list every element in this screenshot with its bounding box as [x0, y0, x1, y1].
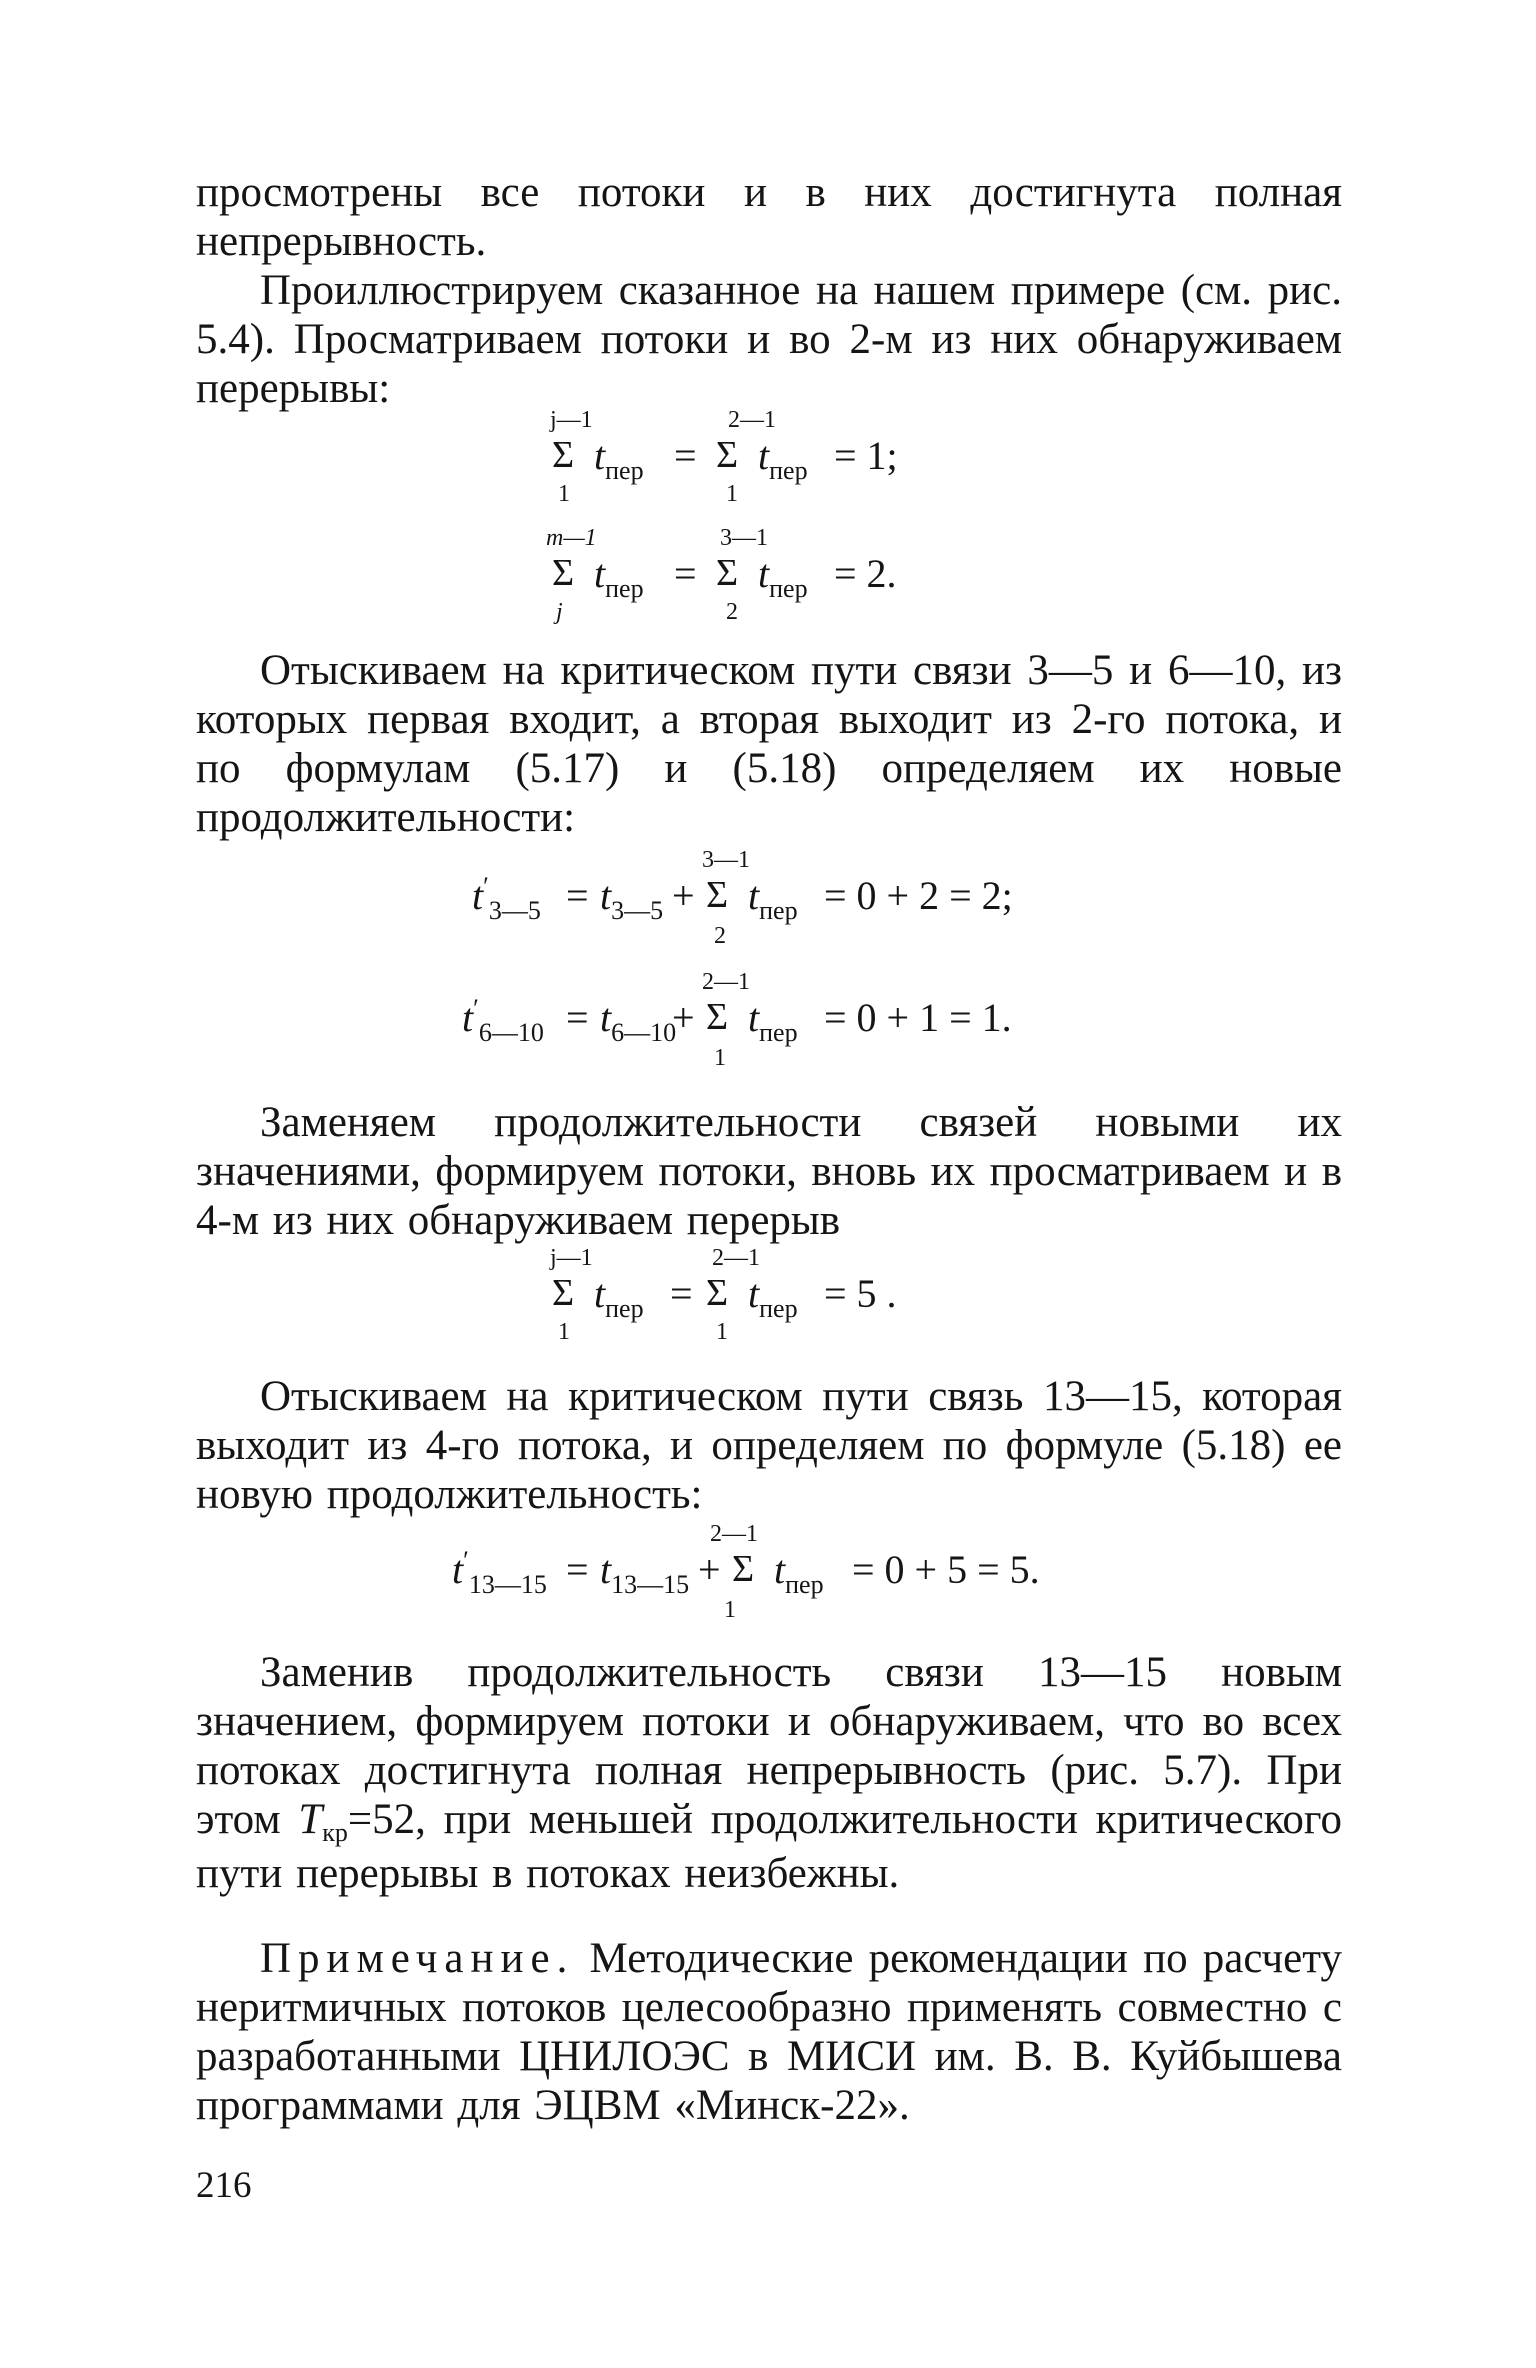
sum-lower-limit: j — [556, 599, 563, 625]
sigma-symbol: Σ — [706, 996, 729, 1038]
formula-sum-5 — [196, 1246, 1342, 1346]
sum-upper-limit: 2—1 — [710, 1521, 758, 1547]
note-text: Методические рекомендации по расчету неритмичных потоков целесообразно применять совместно с разработанными ЦНИЛОЭС в МИСИ им. В. В. Куйбышева программами для ЭЦВМ «Минск-22». — [196, 1935, 1342, 2129]
sum-lower-limit: 1 — [724, 1597, 736, 1623]
sigma-symbol: Σ — [706, 1272, 729, 1314]
sigma-symbol: Σ — [706, 874, 729, 916]
sum-upper-limit: 2—1 — [702, 969, 750, 995]
formula-lhs: $t'_{3—5}$ — [472, 872, 541, 925]
plus-sign: + — [672, 995, 695, 1040]
formula-term: $t_{3—5}$ — [600, 873, 664, 925]
formula-result: = 1; — [834, 433, 898, 478]
paragraph-replace — [196, 1098, 1342, 1245]
sum-upper-limit: m—1 — [546, 525, 597, 551]
formula-result: = 0 + 2 = 2; — [824, 873, 1013, 918]
t-critical-symbol: T — [298, 1796, 323, 1843]
sum-lower-limit: 1 — [558, 481, 570, 507]
formula-result: = 0 + 1 = 1. — [824, 995, 1012, 1040]
paragraph-continuation: просмотрены все потоки и в них достигнута полная непрерывность. — [196, 169, 1342, 265]
paragraph-text: Отыскиваем на критическом пути связь 13—15, которая выходит из 4-го потока, и определяем по формуле (5.18) ее новую продолжительность: — [196, 1373, 1342, 1518]
sigma-symbol: Σ — [732, 1548, 755, 1590]
paragraph-intro — [196, 168, 1342, 413]
formula-result: = 0 + 5 = 5. — [852, 1547, 1040, 1592]
sigma-symbol: Σ — [716, 434, 739, 476]
formula-term: $t_{пер}$ — [748, 995, 798, 1047]
sum-upper-limit: 2—1 — [728, 407, 776, 433]
formula-term: $t_{пер}$ — [594, 1271, 644, 1323]
page-number: 216 — [196, 2165, 252, 2206]
formula-sum-1 — [196, 408, 1342, 508]
formula-t-3-5 — [196, 848, 1342, 948]
equals-sign: = — [566, 995, 589, 1040]
equals-sign: = — [674, 433, 697, 478]
equals-sign: = — [566, 1547, 589, 1592]
paragraph-link-13-15 — [196, 1372, 1342, 1519]
sigma-symbol: Σ — [552, 434, 575, 476]
formula-term: $t_{пер}$ — [748, 873, 798, 925]
sum-upper-limit: j—1 — [550, 407, 593, 433]
formula-sum-2 — [196, 526, 1342, 626]
equals-sign: = — [566, 873, 589, 918]
note-paragraph — [196, 1934, 1342, 2130]
formula-term: $t_{6—10}$ — [600, 995, 677, 1047]
formula-term: $t_{13—15}$ — [600, 1547, 690, 1599]
paragraph-illustration: Проиллюстрируем сказанное на нашем примере (см. рис. 5.4). Просматриваем потоки и во 2-м из них обнаруживаем перерывы: — [196, 267, 1342, 412]
paragraph-critical-path — [196, 646, 1342, 842]
formula-term: $t_{пер}$ — [774, 1547, 824, 1599]
formula-lhs: $t'_{13—15}$ — [452, 1546, 547, 1599]
sum-lower-limit: 2 — [726, 599, 738, 625]
formula-term: $t_{пер}$ — [758, 433, 808, 485]
plus-sign: + — [698, 1547, 721, 1592]
paragraph-text: Заменяем продолжительности связей новыми их значениями, формируем потоки, вновь их просматриваем и в 4-м из них обнаруживаем перерыв — [196, 1099, 1342, 1244]
formula-term: $t_{пер}$ — [594, 551, 644, 603]
formula-lhs: $t'_{6—10}$ — [462, 994, 544, 1047]
formula-t-6-10 — [196, 970, 1342, 1070]
formula-term: $t_{пер}$ — [748, 1271, 798, 1323]
formula-term: $t_{пер}$ — [758, 551, 808, 603]
formula-result: = 2. — [834, 551, 897, 596]
sum-lower-limit: 1 — [714, 1045, 726, 1071]
sum-upper-limit: 3—1 — [702, 847, 750, 873]
plus-sign: + — [672, 873, 695, 918]
formula-result: = 5 . — [824, 1271, 897, 1316]
equals-sign: = — [670, 1271, 693, 1316]
sum-upper-limit: 3—1 — [720, 525, 768, 551]
sum-lower-limit: 1 — [716, 1319, 728, 1345]
sum-lower-limit: 1 — [558, 1319, 570, 1345]
sigma-symbol: Σ — [552, 552, 575, 594]
paragraph-text: Заменив продолжительность связи 13—15 новым значением, формируем потоки и обнаруживаем, что во всех потоках достигнута полная непрерывность (рис. 5.7). При этом Tкр=52, при меньшей продолжительности критического пути перерывы в потоках неизбежны. — [196, 1649, 1342, 1897]
sum-upper-limit: 2—1 — [712, 1245, 760, 1271]
note-label: Примечание. — [260, 1935, 575, 1982]
sum-upper-limit: j—1 — [550, 1245, 593, 1271]
formula-t-13-15 — [196, 1522, 1342, 1622]
paragraph-conclusion — [196, 1648, 1342, 1898]
formula-term: $t_{пер}$ — [594, 433, 644, 485]
sigma-symbol: Σ — [716, 552, 739, 594]
sum-lower-limit: 2 — [714, 923, 726, 949]
sum-lower-limit: 1 — [726, 481, 738, 507]
note-block — [196, 1934, 1342, 2130]
paragraph-text: Отыскиваем на критическом пути связи 3—5 и 6—10, из которых первая входит, а вторая выходит из 2-го потока, и по формулам (5.17) и (5.18) определяем их новые продолжительности: — [196, 647, 1342, 841]
sigma-symbol: Σ — [552, 1272, 575, 1314]
equals-sign: = — [674, 551, 697, 596]
